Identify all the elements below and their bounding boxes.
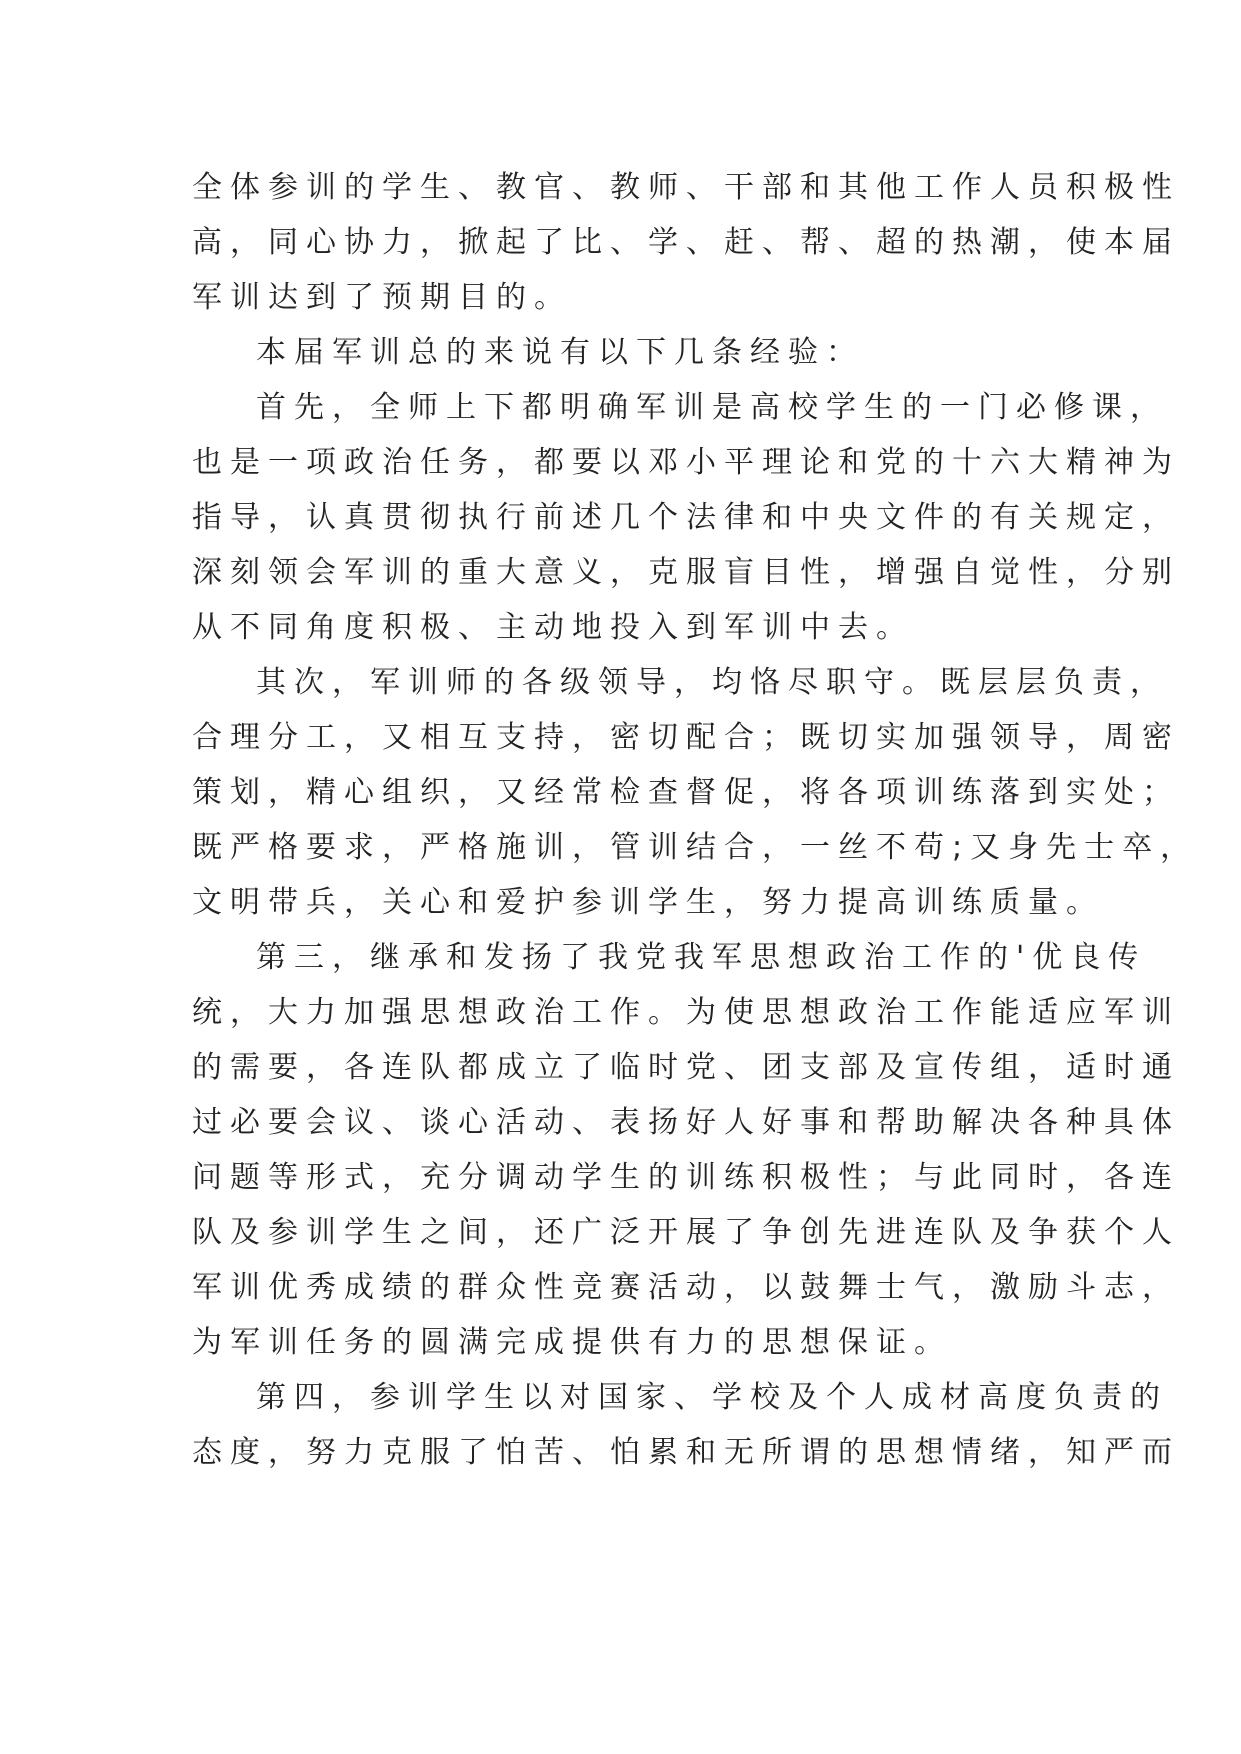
paragraph-line: 高，同心协力，掀起了比、学、赶、帮、超的热潮，使本届 xyxy=(192,225,1180,260)
paragraph-line: 深刻领会军训的重大意义，克服盲目性，增强自觉性，分别 xyxy=(192,555,1180,590)
document-body xyxy=(192,160,1199,1480)
paragraph-line: 军训优秀成绩的群众性竞赛活动，以鼓舞士气，激励斗志， xyxy=(192,1270,1180,1305)
paragraph-line: 也是一项政治任务，都要以邓小平理论和党的十六大精神为 xyxy=(192,445,1180,480)
paragraph-line: 合理分工，又相互支持，密切配合；既切实加强领导，周密 xyxy=(192,720,1180,755)
paragraph-first-line: 本届军训总的来说有以下几条经验： xyxy=(256,335,864,370)
paragraph-first-line: 其次，军训师的各级领导，均恪尽职守。既层层负责， xyxy=(256,665,1168,700)
paragraph-line: 既严格要求，严格施训，管训结合，一丝不苟;又身先士卒， xyxy=(192,830,1199,865)
paragraph-line: 军训达到了预期目的。 xyxy=(192,280,572,315)
paragraph-line: 统，大力加强思想政治工作。为使思想政治工作能适应军训 xyxy=(192,995,1180,1030)
paragraph-first-line: 第四，参训学生以对国家、学校及个人成材高度负责的 xyxy=(256,1380,1168,1415)
paragraph-line: 为军训任务的圆满完成提供有力的思想保证。 xyxy=(192,1325,952,1360)
paragraph-line: 从不同角度积极、主动地投入到军训中去。 xyxy=(192,610,914,645)
paragraph-line: 问题等形式，充分调动学生的训练积极性；与此同时，各连 xyxy=(192,1160,1180,1195)
paragraph-line: 态度，努力克服了怕苦、怕累和无所谓的思想情绪，知严而 xyxy=(192,1435,1180,1470)
paragraph-line: 的需要，各连队都成立了临时党、团支部及宣传组，适时通 xyxy=(192,1050,1180,1085)
paragraph-line: 文明带兵，关心和爱护参训学生，努力提高训练质量。 xyxy=(192,885,1104,920)
paragraph-line: 策划，精心组织，又经常检查督促，将各项训练落到实处； xyxy=(192,775,1180,810)
paragraph-first-line: 首先，全师上下都明确军训是高校学生的一门必修课， xyxy=(256,390,1168,425)
paragraph-line: 全体参训的学生、教官、教师、干部和其他工作人员积极性 xyxy=(192,170,1180,205)
paragraph-first-line: 第三，继承和发扬了我党我军思想政治工作的'优良传 xyxy=(256,940,1147,975)
paragraph-line: 过必要会议、谈心活动、表扬好人好事和帮助解决各种具体 xyxy=(192,1105,1180,1140)
paragraph-line: 队及参训学生之间，还广泛开展了争创先进连队及争获个人 xyxy=(192,1215,1180,1250)
paragraph-line: 指导，认真贯彻执行前述几个法律和中央文件的有关规定， xyxy=(192,500,1180,535)
